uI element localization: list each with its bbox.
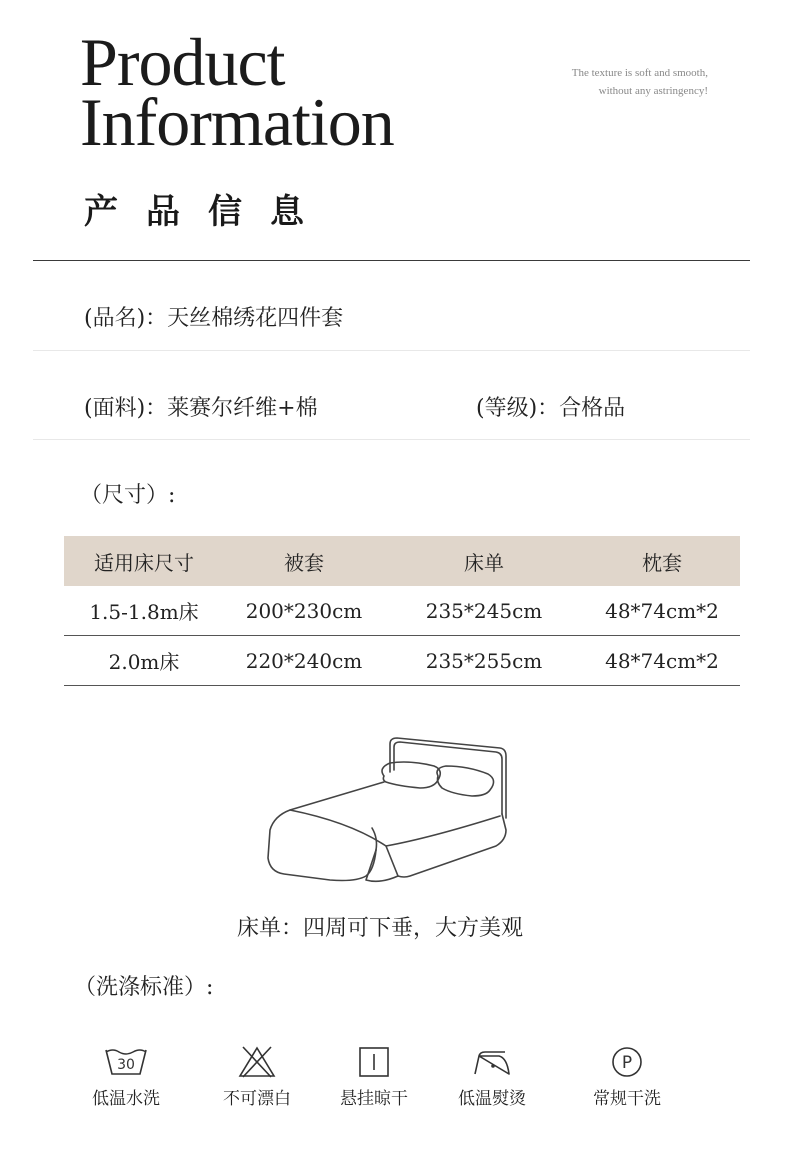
page-title-zh: 产品信息	[84, 192, 332, 232]
no-bleach-icon	[234, 1044, 280, 1080]
grade-field: (等级)：合格品	[476, 396, 626, 421]
table-cell: 2.0m床	[64, 636, 224, 686]
bed-illustration	[260, 730, 520, 890]
care-item	[66, 1044, 186, 1109]
tagline-line1: The texture is soft and smooth,	[571, 67, 708, 79]
care-label: 不可漂白	[223, 1089, 291, 1109]
table-cell: 1.5-1.8m床	[64, 586, 224, 636]
wash-30-icon	[103, 1044, 149, 1080]
size-table	[64, 536, 740, 686]
care-label: 低温熨烫	[458, 1089, 526, 1109]
care-label: 低温水洗	[92, 1089, 160, 1109]
care-label: 常规干洗	[593, 1089, 661, 1109]
table-cell: 235*245cm	[384, 586, 584, 636]
table-cell: 235*255cm	[384, 636, 584, 686]
wash-temp-text: 30	[117, 1057, 135, 1073]
dry-clean-p-icon	[604, 1044, 650, 1080]
divider	[33, 350, 750, 351]
size-label: （尺寸）:	[80, 483, 176, 508]
table-cell: 220*240cm	[224, 636, 384, 686]
care-label: 悬挂晾干	[340, 1089, 408, 1109]
table-row	[64, 636, 740, 686]
table-cell: 48*74cm*2	[584, 636, 740, 686]
table-header-cell: 适用床尺寸	[64, 536, 224, 586]
hang-dry-icon	[351, 1044, 397, 1080]
care-item	[197, 1044, 317, 1109]
care-item	[314, 1044, 434, 1109]
header-divider	[33, 260, 750, 261]
table-header-cell: 床单	[384, 536, 584, 586]
tagline-line2: without any astringency!	[598, 85, 708, 97]
divider	[33, 439, 750, 440]
hero-title-line2: Information	[80, 84, 394, 160]
care-item	[432, 1044, 552, 1109]
table-header-cell: 被套	[224, 536, 384, 586]
dry-clean-letter: P	[621, 1053, 633, 1073]
fabric-field: (面料)：莱赛尔纤维+棉	[84, 396, 318, 421]
care-item	[567, 1044, 687, 1109]
low-iron-icon	[469, 1044, 515, 1080]
table-header-row	[64, 536, 740, 586]
wash-label: （洗涤标准）:	[74, 975, 214, 1000]
product-name-field: (品名)：天丝棉绣花四件套	[84, 306, 344, 331]
tagline	[520, 64, 708, 100]
caption-text: 床单：四周可下垂，大方美观	[236, 916, 523, 941]
table-cell: 200*230cm	[224, 586, 384, 636]
hero-title-line1: Product	[80, 24, 285, 100]
table-header-cell: 枕套	[584, 536, 740, 586]
illustration-caption	[0, 911, 790, 942]
table-cell: 48*74cm*2	[584, 586, 740, 636]
table-row	[64, 586, 740, 636]
